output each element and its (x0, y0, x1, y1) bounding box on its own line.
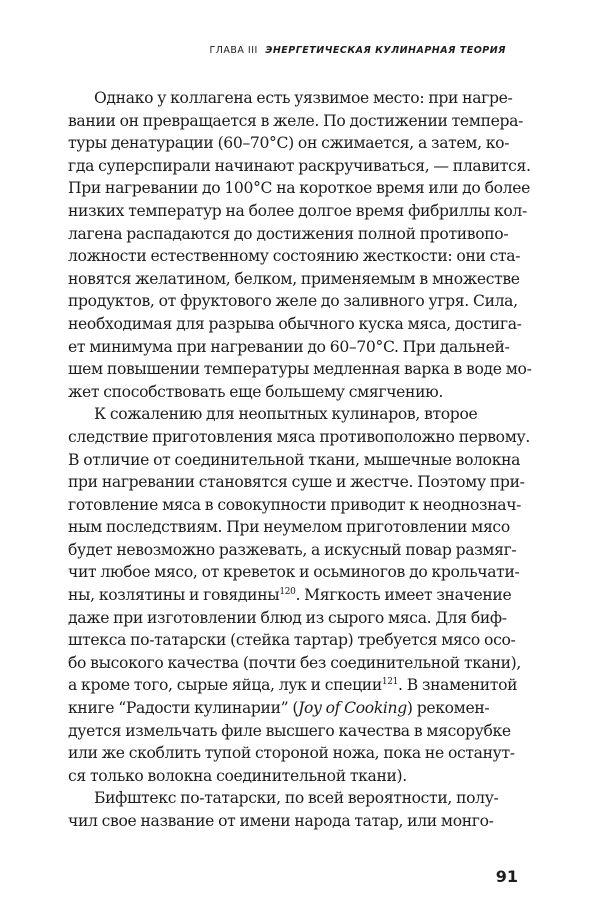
text-line (68, 674, 518, 697)
text-line: шем повышении температуры медленная варка в воде мо- (68, 360, 532, 379)
text-line: чил свое название от имени народа татар, или монго- (68, 812, 494, 830)
text-line: туры денатурации (60–70°C) он сжимается, а затем, ко- (68, 134, 510, 153)
text-line: бо высокого качества (почти без соединительной ткани), (68, 653, 522, 672)
footnote-ref-120[interactable]: 120 (279, 586, 296, 597)
text-line: следствие приготовления мяса противоположно первому. (68, 427, 530, 446)
text-line: продуктов, от фруктового желе до заливного угря. Сила, (68, 292, 518, 311)
body-text (68, 87, 532, 833)
text-line: При нагревании до 100°C на короткое время или до более (68, 179, 530, 198)
page-number: 91 (495, 867, 518, 886)
text-line: даже при изготовлении блюд из сырого мяса. Для биф- (68, 608, 507, 627)
chapter-label: ГЛАВА III (209, 45, 258, 56)
text-line: К сожалению для неопытных кулинаров, второе (94, 405, 478, 424)
text-segment: ны, козлятины и говядины (68, 586, 280, 605)
text-line (68, 584, 515, 607)
text-line: ным последствиям. При неумелом приготовлении мясо (68, 518, 510, 537)
text-segment: . В знаменитой (398, 676, 518, 695)
text-line: новятся желатином, белком, применяемым в множестве (68, 269, 520, 288)
text-line: будет невозможно разжевать, а искусный повар размяг- (68, 540, 517, 559)
text-segment: а кроме того, сырые яйца, лук и специи (68, 676, 382, 695)
text-line: Бифштекс по-татарски, по всей вероятности, полу- (94, 789, 499, 808)
text-line: дуется измельчать филе высшего качества в мясорубке (68, 721, 511, 740)
text-line: при нагревании становятся суше и жестче. Поэтому при- (68, 473, 525, 492)
text-line: лагена распадаются до достижения полной противопо- (68, 224, 509, 243)
text-line: низких температур на более долгое время фибриллы кол- (68, 201, 527, 220)
text-line (68, 697, 515, 720)
footnote-ref-121[interactable]: 121 (381, 677, 399, 688)
book-title: Joy of Cooking (298, 699, 407, 718)
text-segment: книге “Радости кулинарии” ( (68, 699, 299, 718)
text-line: готовление мяса в совокупности приводит к неоднознач- (68, 495, 522, 514)
text-segment: . Мягкость имеет значение (295, 586, 512, 605)
text-line: Однако у коллагена есть уязвимое место: при нагре- (94, 89, 513, 107)
text-line: жет способствовать еще большему смягчению. (68, 382, 443, 401)
text-line: необходимая для разрыва обычного куска мяса, достига- (68, 314, 522, 333)
chapter-title: ЭНЕРГЕТИЧЕСКАЯ КУЛИНАРНАЯ ТЕОРИЯ (265, 45, 506, 56)
text-line: штекса по-татарски (стейка тартар) требуется мясо осо- (68, 631, 516, 650)
running-header (209, 45, 506, 56)
text-line: гда суперспирали начинают раскручиваться, — плавится. (68, 156, 531, 175)
text-line: вании он превращается в желе. По достижении темпера- (68, 111, 523, 130)
text-line: ложности естественному состоянию жесткости: они ста- (68, 247, 521, 266)
text-line: или же скоблить тупой стороной ножа, пока не останут- (68, 744, 515, 763)
text-line: ет минимума при нагревании до 60–70°C. При дальней- (68, 337, 510, 356)
text-line: чит любое мясо, от креветок и осьминогов до крольчати- (68, 563, 520, 582)
text-line: ся только волокна соединительной ткани). (68, 766, 407, 785)
text-line: В отличие от соединительной ткани, мышечные волокна (68, 450, 521, 469)
text-segment: ) рекомен- (406, 699, 490, 718)
